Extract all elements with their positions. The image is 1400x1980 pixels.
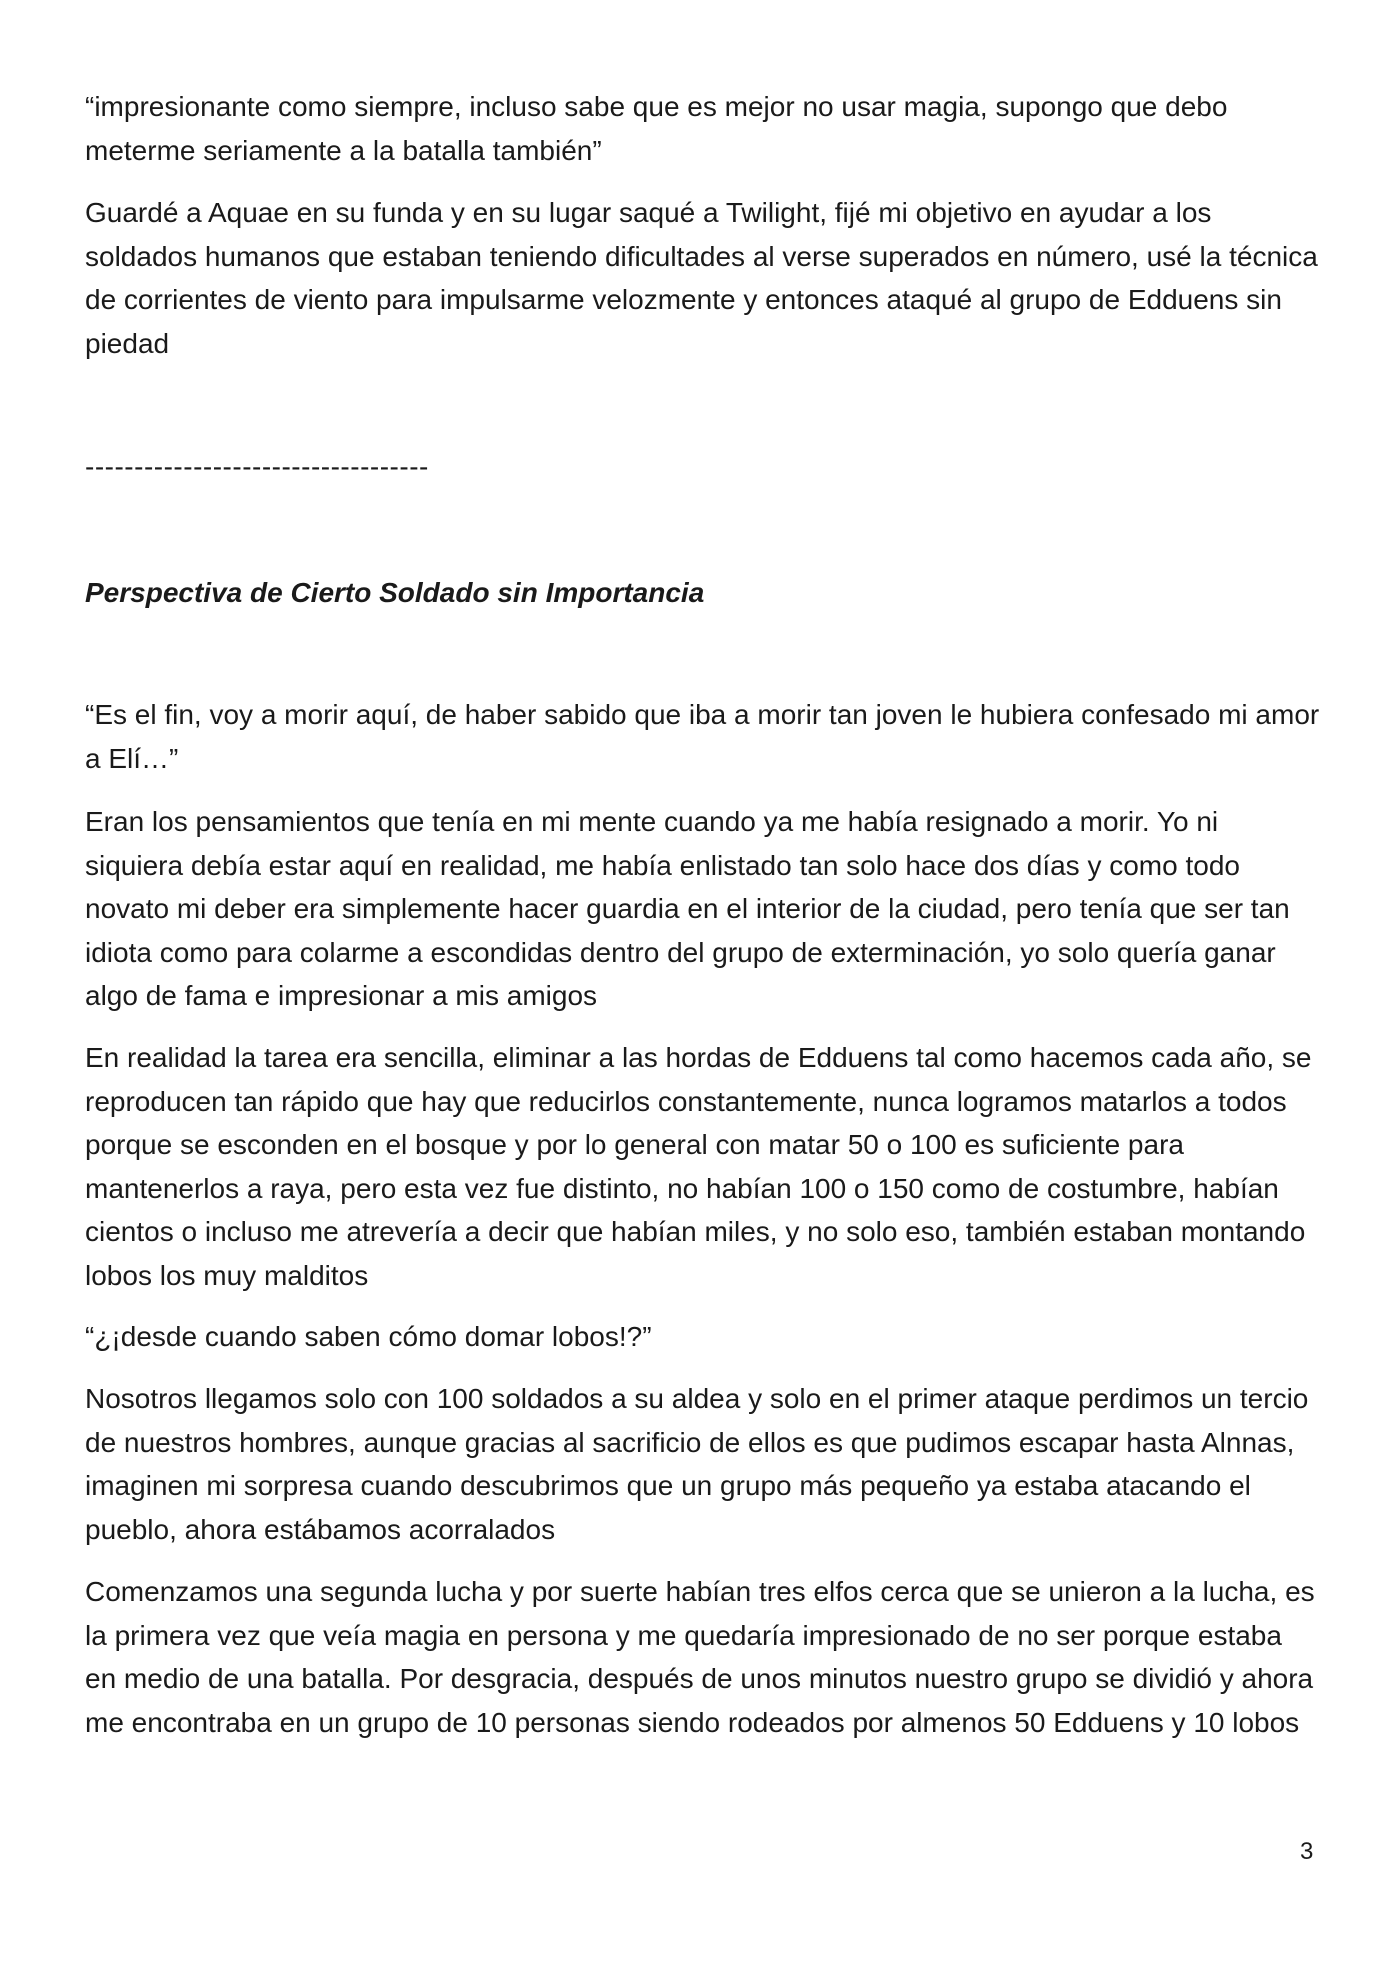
paragraph-guarde-aquae: Guardé a Aquae en su funda y en su lugar saqué a Twilight, fijé mi objetivo en ayudar a los soldados humanos que estaban teniendo dificultades al verse superados en número, usé la técnica de corrientes de viento para impulsarme velozmente y entonces ataqué al grupo de Edduens sin piedad <box>85 197 1318 359</box>
section-heading: Perspectiva de Cierto Soldado sin Importancia <box>85 577 705 608</box>
paragraph-dialogue-lobos: “¿¡desde cuando saben cómo domar lobos!?” <box>85 1321 652 1352</box>
paragraph-dialogue-es-el-fin: “Es el fin, voy a morir aquí, de haber sabido que iba a morir tan joven le hubiera confesado mi amor a Elí…” <box>85 699 1320 774</box>
paragraph-dialogue-impresionante: “impresionante como siempre, incluso sabe que es mejor no usar magia, supongo que debo meterme seriamente a la batalla también” <box>85 91 1228 166</box>
paragraph-nosotros-llegamos: Nosotros llegamos solo con 100 soldados a su aldea y solo en el primer ataque perdimos un tercio de nuestros hombres, aunque gracias al sacrificio de ellos es que pudimos escapar hasta Alnnas, imaginen mi sorpresa cuando descubrimos que un grupo más pequeño ya estaba atacando el pueblo, ahora estábamos acorralados <box>85 1383 1309 1545</box>
paragraph-eran-los-pensamientos: Eran los pensamientos que tenía en mi mente cuando ya me había resignado a morir. Yo ni siquiera debía estar aquí en realidad, me había enlistado tan solo hace dos días y como todo novato mi deber era simplemente hacer guardia en el interior de la ciudad, pero tenía que ser tan idiota como para colarme a escondidas dentro del grupo de exterminación, yo solo quería ganar algo de fama e impresionar a mis amigos <box>85 806 1290 1011</box>
page-number: 3 <box>1300 1838 1314 1865</box>
paragraph-en-realidad: En realidad la tarea era sencilla, eliminar a las hordas de Edduens tal como hacemos cada año, se reproducen tan rápido que hay que reducirlos constantemente, nunca logramos matarlos a todos porque se esconden en el bosque y por lo general con matar 50 o 100 es suficiente para mantenerlos a raya, pero esta vez fue distinto, no habían 100 o 150 como de costumbre, habían cientos o incluso me atrevería a decir que habían miles, y no solo eso, también estaban montando lobos los muy malditos <box>85 1042 1312 1291</box>
paragraph-comenzamos: Comenzamos una segunda lucha y por suerte habían tres elfos cerca que se unieron a la lucha, es la primera vez que veía magia en persona y me quedaría impresionado de no ser porque estaba en medio de una batalla. Por desgracia, después de unos minutos nuestro grupo se dividió y ahora me encontraba en un grupo de 10 personas siendo rodeados por almenos 50 Edduens y 10 lobos <box>85 1576 1315 1738</box>
section-separator: ----------------------------------- <box>85 451 429 482</box>
